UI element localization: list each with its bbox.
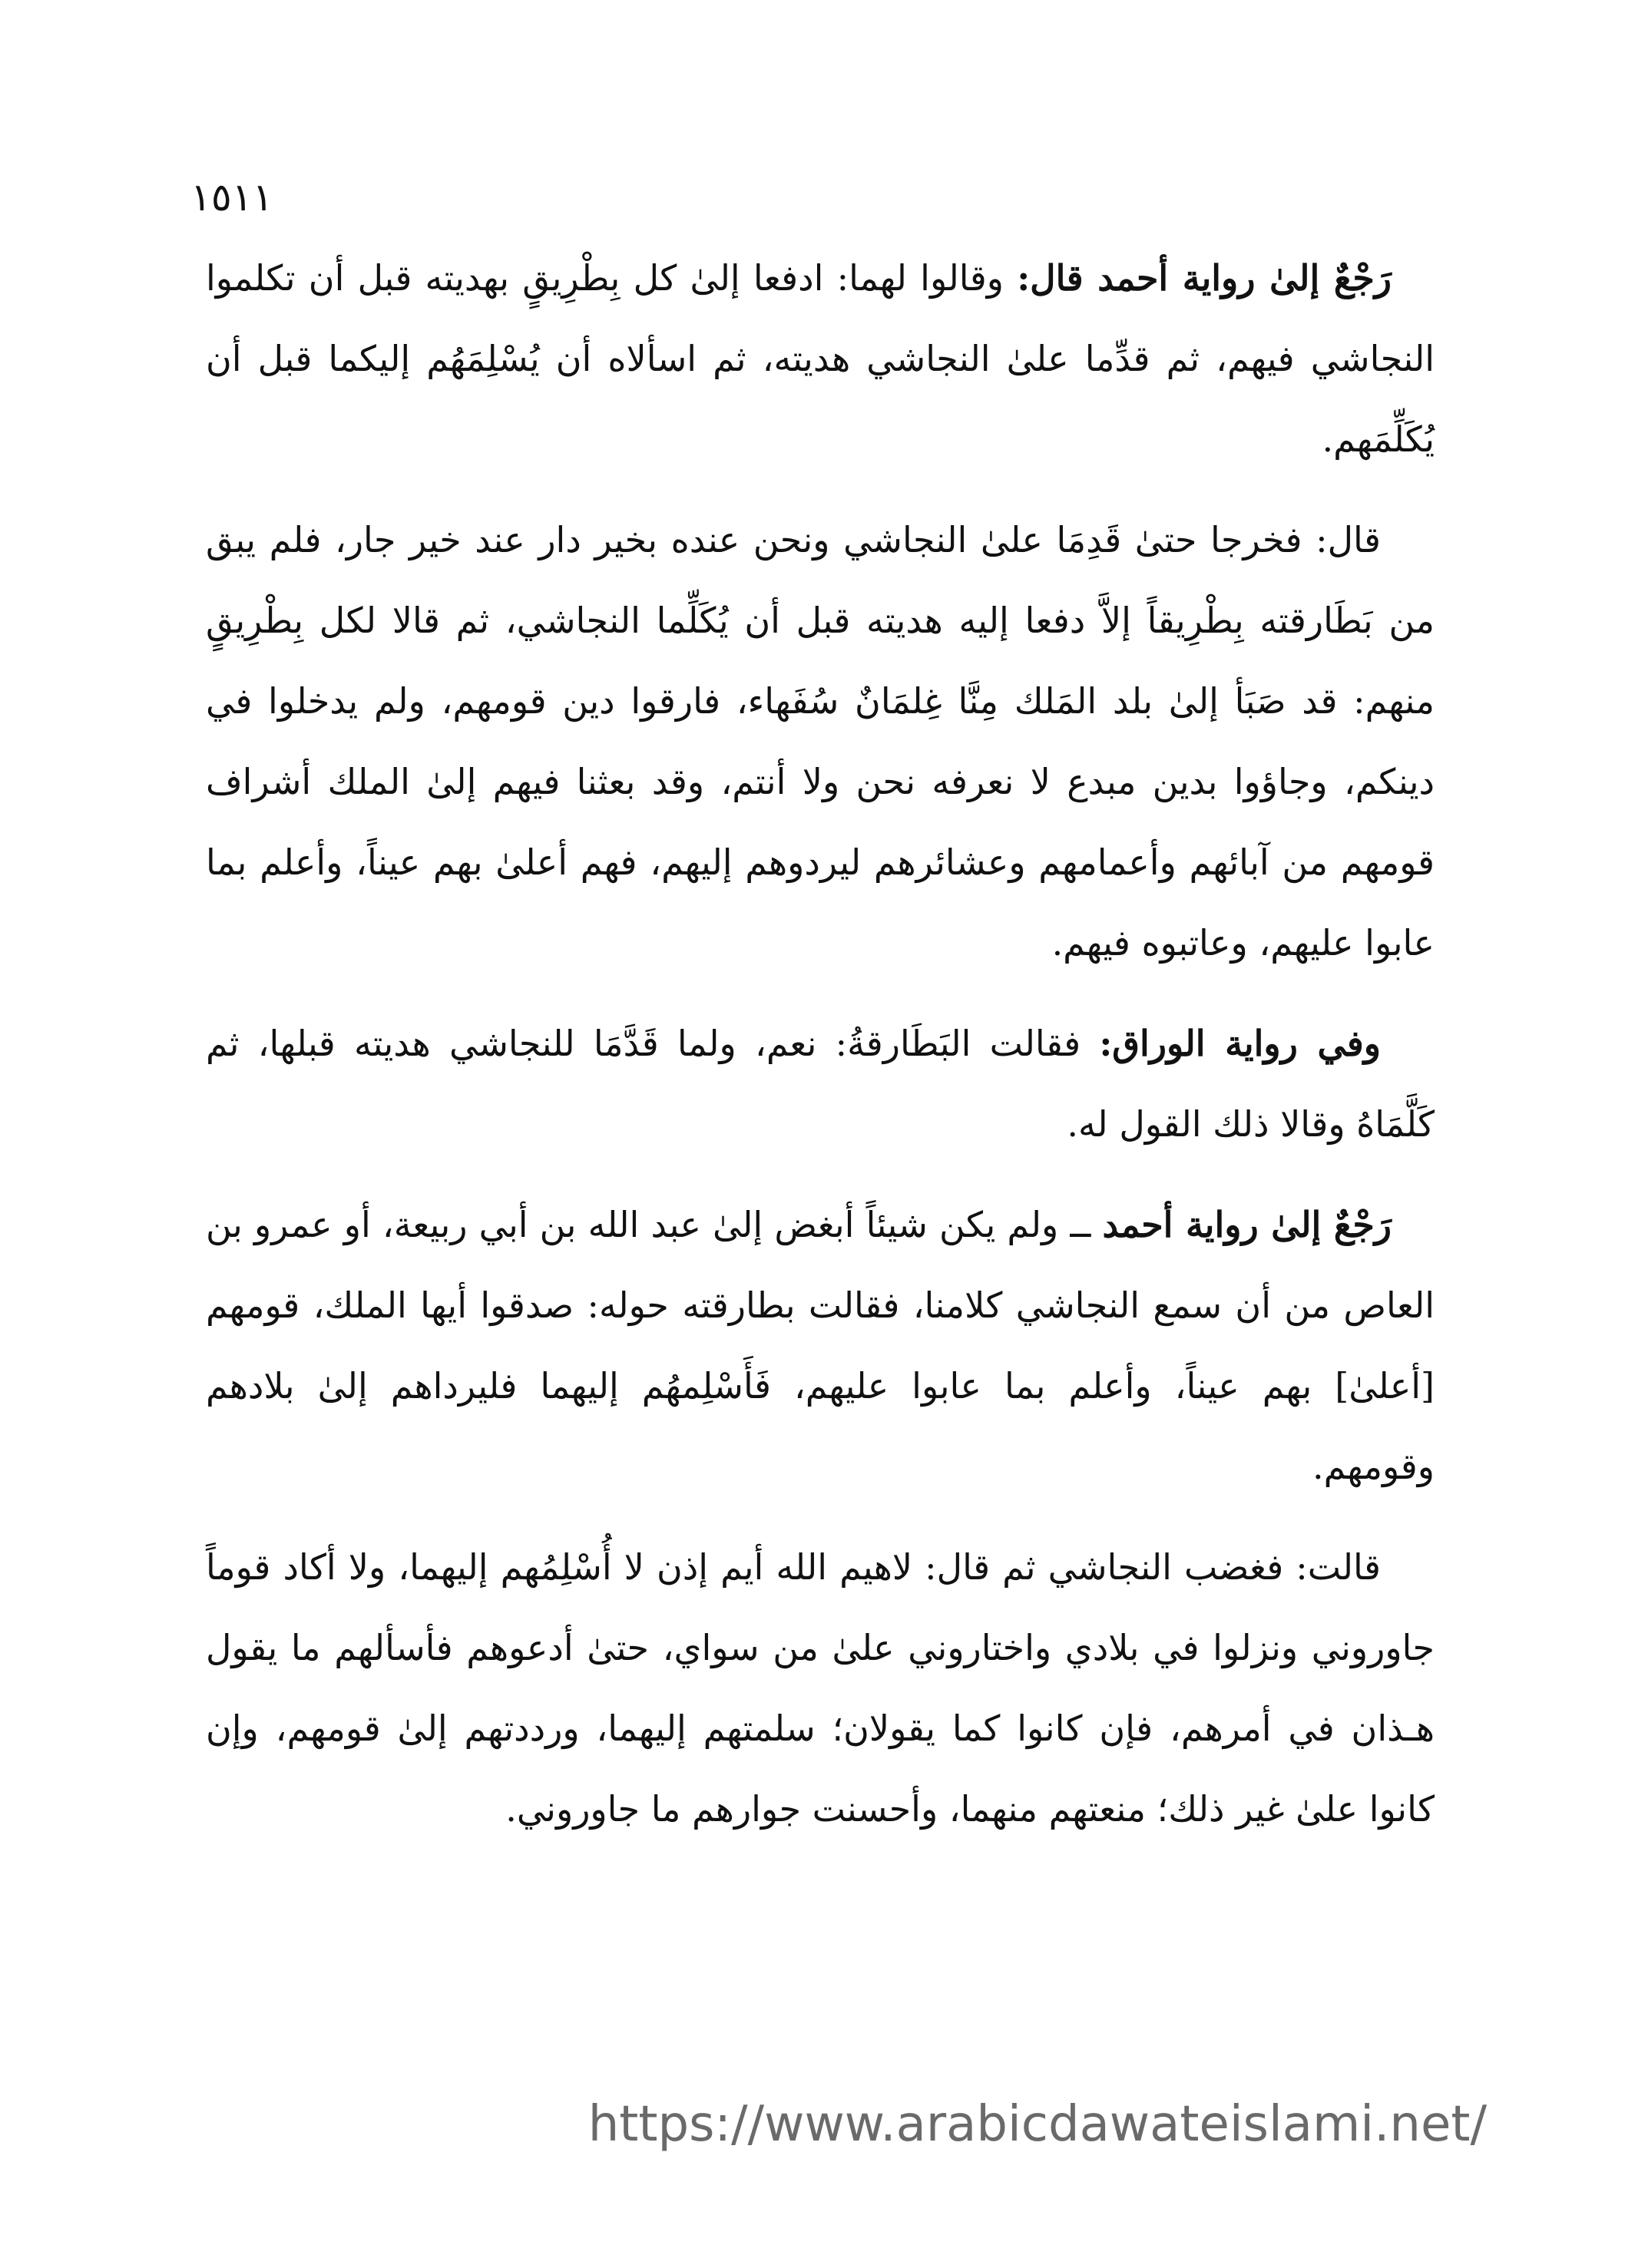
paragraph-5 — [206, 1527, 1435, 1850]
paragraph-4-lead: رَجْعٌ إلىٰ رواية أحمد — [1102, 1204, 1392, 1245]
paragraph-4-text: ــ ولم يكن شيئاً أبغض إلىٰ عبد الله بن أبي ربيعة، أو عمرو بن العاص من أن سمع النجاشي كلامنا، فقالت بطارقته حوله: صدقوا أيها الملك، قومهم [أعلىٰ] بهم عيناً، وأعلم بما عابوا عليهم، فَأَسْلِمهُم إليهما فليرداهم إلىٰ بلادهم وقومهم. — [206, 1204, 1435, 1487]
page-number: ١٥١١ — [190, 175, 273, 220]
paragraph-1-text: وقالوا لهما: ادفعا إلىٰ كل بِطْرِيقٍ بهديته قبل أن تكلموا النجاشي فيهم، ثم قدِّما علىٰ النجاشي هديته، ثم اسألاه أن يُسْلِمَهُم إليكما قبل أن يُكَلِّمَهم. — [206, 257, 1435, 460]
paragraph-3-text: فقالت البَطَارقةُ: نعم، ولما قَدَّمَا للنجاشي هديته قبلها، ثم كَلَّمَاهُ وقالا ذلك القول له. — [206, 1023, 1435, 1145]
paragraph-1 — [206, 238, 1435, 480]
paragraph-2 — [206, 500, 1435, 984]
page-body — [206, 238, 1435, 1870]
paragraph-3 — [206, 1003, 1435, 1165]
source-url-watermark: https://www.arabicdawateislami.net/ — [587, 2096, 1487, 2153]
paragraph-2-text: قال: فخرجا حتىٰ قَدِمَا علىٰ النجاشي ونحن عنده بخير دار عند خير جار، فلم يبق من بَطَارقته بِطْرِيقاً إلاَّ دفعا إليه هديته قبل أن يُكَلِّما النجاشي، ثم قالا لكل بِطْرِيقٍ منهم: قد صَبَأ إلىٰ بلد المَلك مِنَّا غِلمَانٌ سُفَهاء، فارقوا دين قومهم، ولم يدخلوا في دينكم، وجاؤوا بدين مبدع لا نعرفه نحن ولا أنتم، وقد بعثنا فيهم إلىٰ الملك أشراف قومهم من آبائهم وأعمامهم وعشائرهم ليردوهم إليهم، فهم أعلىٰ بهم عيناً، وأعلم بما عابوا عليهم، وعاتبوه فيهم. — [206, 519, 1435, 964]
paragraph-3-lead: وفي رواية الوراق: — [1099, 1023, 1381, 1064]
paragraph-1-lead: رَجْعٌ إلىٰ رواية أحمد قال: — [1017, 257, 1392, 299]
paragraph-5-text: قالت: فغضب النجاشي ثم قال: لاهيم الله أيم إذن لا أُسْلِمُهم إليهما، ولا أكاد قوماً جاوروني ونزلوا في بلادي واختاروني علىٰ من سواي، حتىٰ أدعوهم فأسألهم ما يقول هـذان في أمرهم، فإن كانوا كما يقولان؛ سلمتهم إليهما، ورددتهم إلىٰ قومهم، وإن كانوا علىٰ غير ذلك؛ منعتهم منهما، وأحسنت جوارهم ما جاوروني. — [206, 1546, 1435, 1830]
paragraph-4 — [206, 1185, 1435, 1507]
